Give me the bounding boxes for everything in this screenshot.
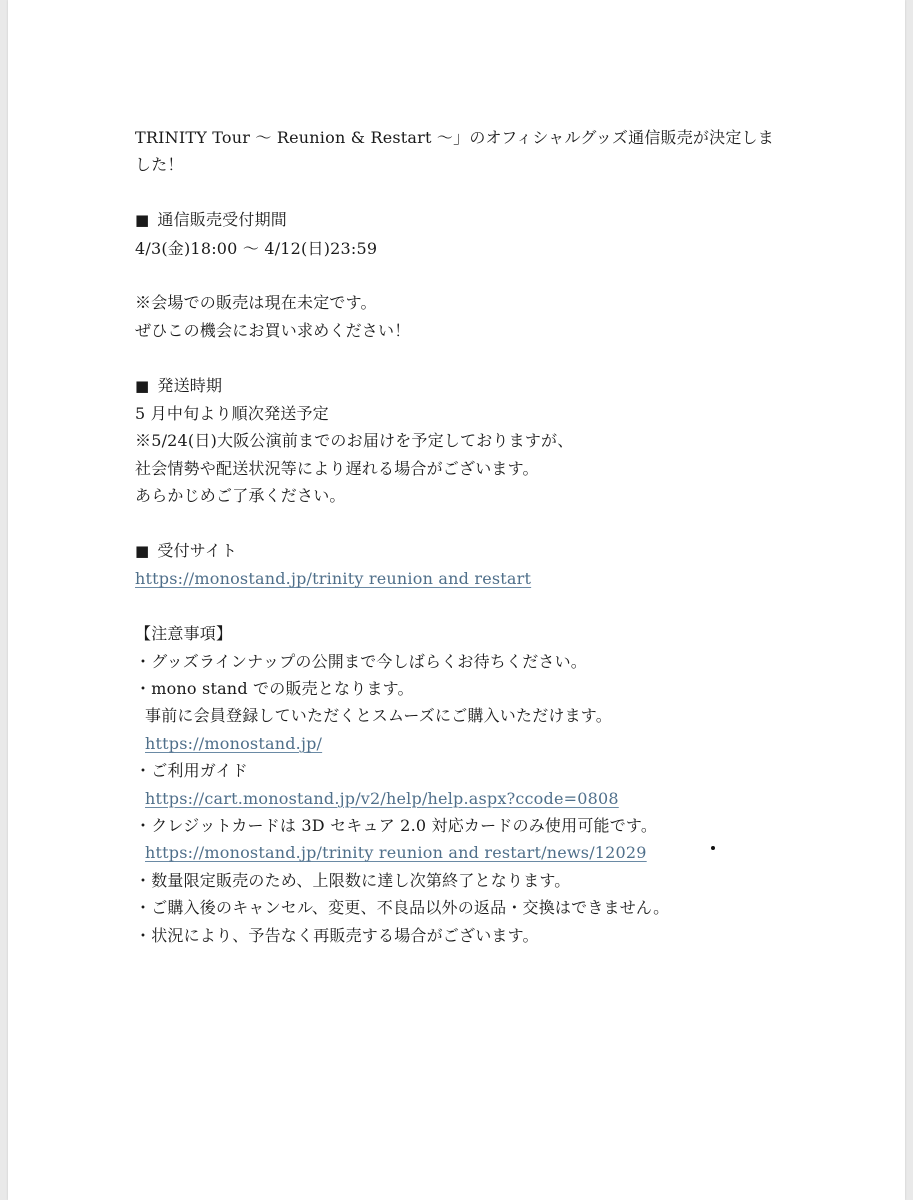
dot-mark-icon — [711, 846, 715, 850]
notes-item2-url-line — [135, 730, 815, 757]
site-url-link[interactable]: https://monostand.jp/trinity reunion and restart — [135, 569, 532, 589]
intro-text-line1: TRINITY Tour ～ Reunion & Restart ～」のオフィシャルグッズ通信販売が決定しま — [135, 128, 774, 147]
period-heading — [135, 206, 815, 234]
notes-item3-url-line — [135, 785, 815, 812]
guide-url-link[interactable]: https://cart.monostand.jp/v2/help/help.aspx?ccode=0808 — [145, 788, 619, 808]
period-heading-text: 通信販売受付期間 — [157, 210, 287, 230]
shipping-line2: ※5/24(日)大阪公演前までのお届けを予定しておりますが、 — [135, 431, 574, 451]
period-dates: 4/3(金)18:00 ～ 4/12(日)23:59 — [135, 238, 378, 258]
intro-text-line2: した！ — [135, 155, 184, 175]
spacer — [135, 593, 815, 620]
site-heading — [135, 537, 815, 565]
spacer — [135, 179, 815, 206]
spacer — [135, 510, 815, 537]
notes-item3: ・ご利用ガイド — [135, 761, 248, 781]
notes-item1: ・グッズラインナップの公開まで今しばらくお待ちください。 — [135, 651, 588, 671]
notes-item4: ・クレジットカードは 3D セキュア 2.0 対応カードのみ使用可能です。 — [135, 816, 658, 836]
square-bullet-icon: ■ — [135, 542, 150, 561]
spacer — [135, 262, 815, 289]
notes-item2-sub: 事前に会員登録していただくとスムーズにご購入いただけます。 — [145, 706, 612, 726]
document-page — [8, 0, 905, 1200]
notes-item2: ・mono stand での販売となります。 — [135, 679, 414, 699]
shipping-line1: 5 月中旬より順次発送予定 — [135, 404, 329, 424]
notes-heading: 【注意事項】 — [135, 624, 233, 644]
square-bullet-icon: ■ — [135, 211, 150, 230]
square-bullet-icon: ■ — [135, 376, 150, 395]
shipping-heading — [135, 372, 815, 400]
venue-note-line2: ぜひこの機会にお買い求めください！ — [135, 320, 411, 340]
site-heading-text: 受付サイト — [157, 541, 238, 561]
document-body — [135, 124, 815, 949]
shipping-heading-text: 発送時期 — [157, 375, 223, 395]
monostand-url-link[interactable]: https://monostand.jp/ — [145, 733, 323, 753]
venue-note-line1: ※会場での販売は現在未定です。 — [135, 293, 377, 313]
shipping-line4: あらかじめご了承ください。 — [135, 486, 346, 506]
notes-item7: ・状況により、予告なく再販売する場合がございます。 — [135, 925, 539, 945]
shipping-line3: 社会情勢や配送状況等により遅れる場合がございます。 — [135, 458, 539, 478]
spacer — [135, 344, 815, 371]
notes-item6: ・ご購入後のキャンセル、変更、不良品以外の返品・交換はできません。 — [135, 898, 670, 918]
notes-item4-url-line — [135, 839, 815, 866]
site-url-line — [135, 565, 815, 592]
news-url-link[interactable]: https://monostand.jp/trinity reunion and restart/news/12029 — [145, 843, 647, 863]
notes-item5: ・数量限定販売のため、上限数に達し次第終了となります。 — [135, 870, 571, 890]
